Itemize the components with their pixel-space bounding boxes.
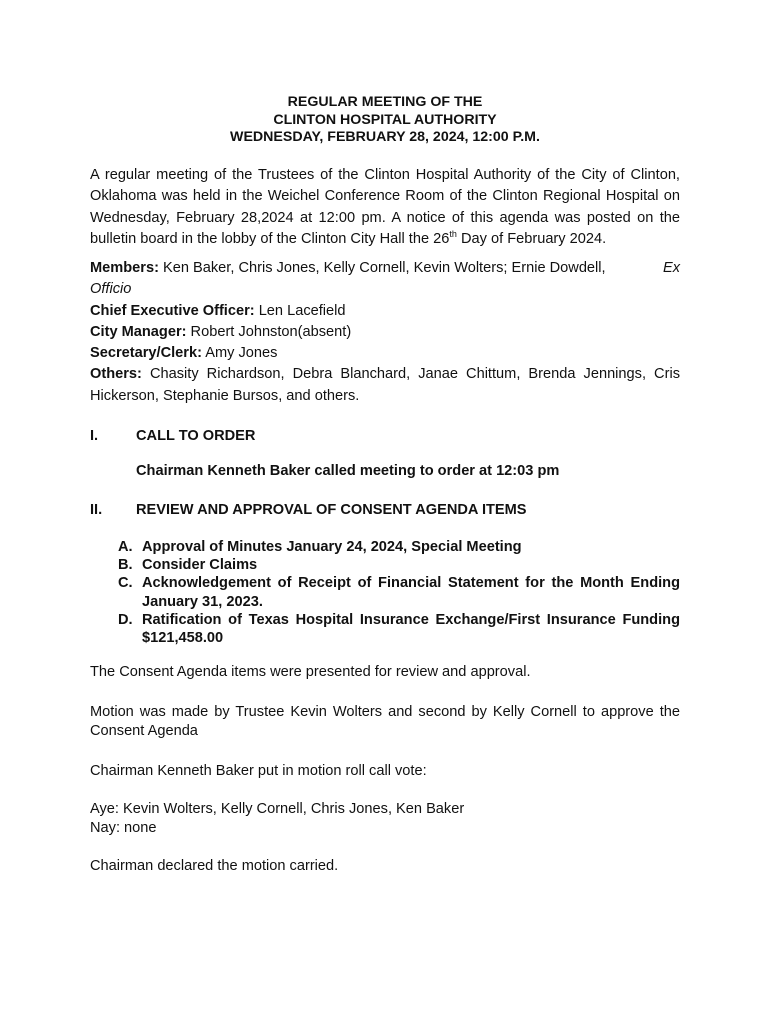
item-letter: D. xyxy=(118,611,133,628)
header-line-2: CLINTON HOSPITAL AUTHORITY xyxy=(273,111,497,128)
ceo-row xyxy=(90,301,680,322)
item-letter: A. xyxy=(118,539,133,555)
intro-line xyxy=(90,229,680,250)
consent-presented: The Consent Agenda items were presented for review and approval. xyxy=(90,664,531,680)
others-row xyxy=(90,364,680,385)
secretary-row xyxy=(90,343,680,364)
item-letter: B. xyxy=(118,557,133,574)
item-text: Approval of Minutes January 24, 2024, Special Meeting xyxy=(142,539,522,555)
consent-agenda-items xyxy=(118,538,680,647)
motion-line: Consent Agenda xyxy=(90,723,198,739)
intro-text: Day of February 2024. xyxy=(456,230,607,247)
vote-results xyxy=(90,800,680,838)
aye-votes: Aye: Kevin Wolters, Kelly Cornell, Chris Jones, Ken Baker xyxy=(90,801,465,817)
ex-officio-line: Officio xyxy=(90,281,132,298)
secretary-label: Secretary/Clerk: xyxy=(90,345,202,362)
intro-line: A regular meeting of the Trustees of the Clinton Hospital Authority of the City of Clinton, xyxy=(90,167,680,183)
item-text-cont: $121,458.00 xyxy=(142,630,224,647)
members-label: Members: xyxy=(90,260,159,276)
agenda-item xyxy=(118,556,680,574)
secretary-value: Amy Jones xyxy=(201,345,278,362)
section-number: I. xyxy=(90,428,99,444)
agenda-item xyxy=(118,574,680,610)
roll-call: Chairman Kenneth Baker put in motion roll call vote: xyxy=(90,763,427,779)
header-line-1: REGULAR MEETING OF THE xyxy=(287,94,483,110)
item-text-cont: January 31, 2023. xyxy=(142,593,263,610)
members-row xyxy=(90,258,680,279)
others-value: Chasity Richardson, Debra Blanchard, Janae Chittum, Brenda Jennings, Cris xyxy=(141,366,680,383)
intro-text: bulletin board in the lobby of the Clinton City Hall the 26 xyxy=(90,230,450,247)
motion-paragraph xyxy=(90,703,680,741)
ceo-value: Len Lacefield xyxy=(254,302,346,319)
members-value: Ken Baker, Chris Jones, Kelly Cornell, Kevin Wolters; Ernie Dowdell, xyxy=(158,260,606,276)
section-title: REVIEW AND APPROVAL OF CONSENT AGENDA ITEMS xyxy=(136,502,527,518)
item-text: Acknowledgement of Receipt of Financial Statement for the Month Ending xyxy=(142,575,680,592)
city-manager-row xyxy=(90,322,680,343)
intro-paragraph xyxy=(90,165,680,250)
meeting-header xyxy=(0,94,770,147)
members-text xyxy=(90,258,606,279)
ex-officio-text: Ex xyxy=(662,260,680,276)
city-manager-value: Robert Johnston(absent) xyxy=(186,323,352,340)
agenda-item xyxy=(118,611,680,647)
city-manager-label: City Manager: xyxy=(90,323,187,340)
others-row-cont: Hickerson, Stephanie Bursos, and others. xyxy=(90,387,360,404)
header-line-3: WEDNESDAY, FEBRUARY 28, 2024, 12:00 P.M. xyxy=(230,129,540,145)
attendance-list xyxy=(90,258,680,407)
motion-declared: Chairman declared the motion carried. xyxy=(90,858,339,874)
ordinal-suffix: th xyxy=(449,229,457,240)
ceo-label: Chief Executive Officer: xyxy=(90,302,255,319)
item-text: Ratification of Texas Hospital Insurance Exchange/First Insurance Funding xyxy=(142,611,680,628)
agenda-item xyxy=(118,538,680,556)
motion-line: Motion was made by Trustee Kevin Wolters and second by Kelly Cornell to approve the xyxy=(90,704,680,720)
section-title: CALL TO ORDER xyxy=(136,428,256,444)
others-label: Others: xyxy=(90,366,142,383)
nay-votes: Nay: none xyxy=(90,820,157,836)
call-to-order-note: Chairman Kenneth Baker called meeting to order at 12:03 pm xyxy=(136,463,560,479)
item-letter: C. xyxy=(118,575,133,592)
item-text: Consider Claims xyxy=(142,557,258,574)
intro-line: Wednesday, February 28,2024 at 12:00 pm. A notice of this agenda was posted on the xyxy=(90,209,680,226)
section-number: II. xyxy=(90,502,103,518)
intro-line: Oklahoma was held in the Weichel Conference Room of the Clinton Regional Hospital on xyxy=(90,188,680,205)
